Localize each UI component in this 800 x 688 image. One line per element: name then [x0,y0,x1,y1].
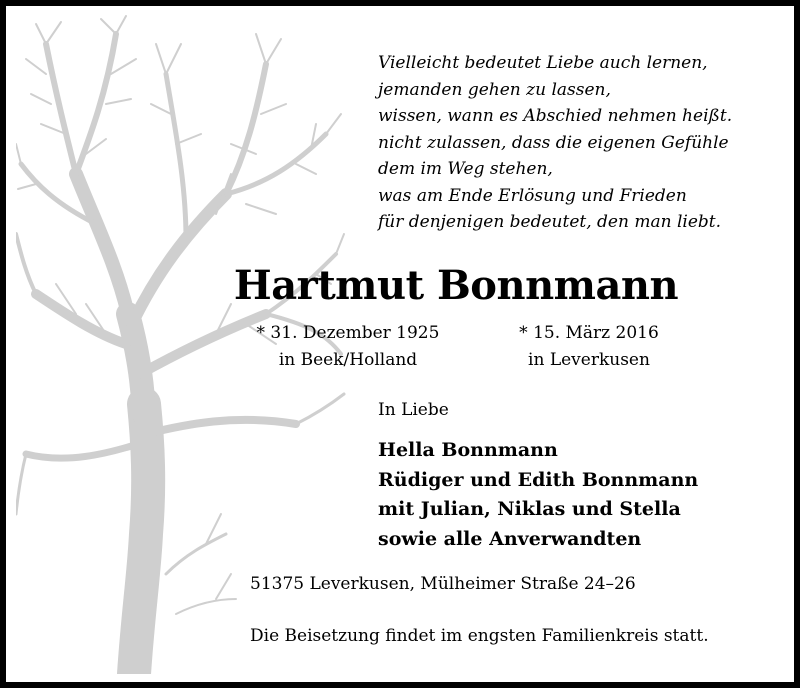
poem-line: Vielleicht bedeutet Liebe auch lernen, [378,53,708,73]
birth-info [228,320,468,374]
mourner-line: Rüdiger und Edith Bonnmann [378,468,699,491]
poem-line: wissen, wann es Abschied nehmen heißt. [378,106,733,126]
death-date: * 15. März 2016 [519,323,659,343]
burial-note: Die Beisetzung findet im engsten Familienkreis statt. [250,626,709,646]
address: 51375 Leverkusen, Mülheimer Straße 24–26 [250,574,636,594]
deceased-name: Hartmut Bonnmann [233,262,679,309]
birth-date: * 31. Dezember 1925 [256,323,440,343]
mourners-list [378,436,698,554]
mourner-line: mit Julian, Niklas und Stella [378,498,681,520]
mourner-line: Hella Bonnmann [378,439,558,461]
in-love-label: In Liebe [378,400,449,420]
death-info [494,320,684,374]
poem-line: jemanden gehen zu lassen, [378,79,611,100]
mourner-line: sowie alle Anverwandten [378,527,642,550]
poem-line: für denjenigen bedeutet, den man liebt. [378,212,721,232]
death-place: in Leverkusen [528,350,650,370]
poem-line: dem im Weg stehen, [378,159,553,179]
poem [378,50,732,236]
poem-line: was am Ende Erlösung und Frieden [378,185,687,206]
poem-line: nicht zulassen, dass die eigenen Gefühle [378,132,729,153]
birth-place: in Beek/Holland [278,350,418,370]
